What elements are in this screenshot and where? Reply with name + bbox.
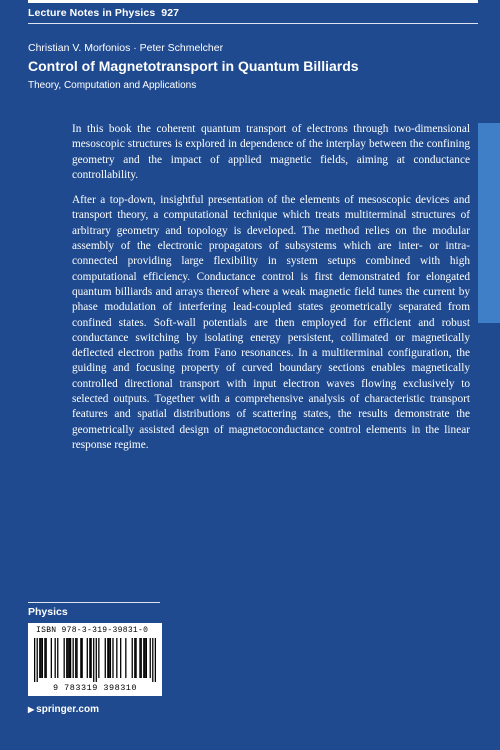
barcode-box — [28, 623, 162, 696]
blurb-paragraph-1: In this book the coherent quantum transport of electrons through two-dimensional mesoscopic structures is explored in dependence of the interplay between the confining geometry and the impact of applied magnetic fields, aiming at conductance controllability. — [72, 123, 470, 181]
barcode-bar — [82, 638, 83, 678]
barcode-bar — [155, 638, 156, 682]
barcode-bar — [44, 638, 45, 678]
barcode-bar — [39, 638, 40, 678]
barcode-bar — [150, 638, 151, 678]
barcode-bar — [132, 638, 133, 678]
barcode-bar — [141, 638, 142, 678]
barcode-bar — [69, 638, 70, 678]
barcode-bar — [105, 638, 106, 678]
series-name: Lecture Notes in Physics — [28, 7, 156, 19]
barcode-bar — [66, 638, 67, 678]
isbn-text: ISBN 978-3-319-39831-0 — [36, 626, 149, 635]
barcode-bar — [98, 638, 99, 678]
barcode-bar — [51, 638, 52, 678]
publisher — [28, 704, 99, 715]
series-number: 927 — [161, 7, 180, 19]
top-rule — [28, 0, 478, 3]
blurb-paragraph-2: After a top-down, insightful presentation of the elements of mesoscopic devices and transport theory, a computational technique which treats multiterminal structures of arbitrary geometry and topology is developed. The method relies on the modular assembly of the electronic propagators of subsystems which are inter- or intra-connected providing large flexibility in system setups combined with high computational efficiency. Conductance control is first demonstrated for elongated quantum billiards and arrays thereof where a weak magnetic field tunes the current by phase modulation of interfering lead-coupled states geometrically separated from confined states. Soft-wall potentials are then employed for efficient and robust conductance switching by isolating energy persistent, collimated or magnetically deflected electron paths from Fano resonances. In a multiterminal configuration, the guiding and focusing property of curved boundary sections enables magnetically controlled directional transport with input electron waves flowing exclusively to selected outputs. Together with a comprehensive analysis of characteristic transport features and spatial distributions of scattering states, the results demonstrate the geometrically assisted design of magnetoconductance control elements in the linear response regime. — [72, 194, 470, 451]
barcode-bar — [110, 638, 111, 678]
barcode-bar — [125, 638, 126, 678]
authors: Christian V. Morfonios · Peter Schmelcher — [28, 42, 224, 54]
barcode-bar — [91, 638, 92, 678]
barcode-bar — [135, 638, 136, 678]
barcode-bar — [67, 638, 68, 678]
barcode-bar — [55, 638, 56, 678]
barcode-bar — [87, 638, 88, 678]
barcode-bar — [144, 638, 145, 678]
barcode-bar — [108, 638, 109, 678]
barcode-bar — [34, 638, 35, 682]
barcode-bars — [34, 638, 156, 682]
barcode-bar — [96, 638, 97, 682]
barcode-bar — [76, 638, 77, 678]
blurb — [72, 122, 470, 463]
barcode-bar — [73, 638, 74, 678]
barcode-bar — [139, 638, 140, 678]
barcode-bar — [57, 638, 58, 678]
barcode-bar — [112, 638, 113, 678]
barcode-bar — [93, 638, 94, 682]
barcode-bar — [37, 638, 38, 682]
publisher-url: springer.com — [36, 704, 99, 715]
barcode-bar — [40, 638, 41, 678]
barcode-bar — [120, 638, 121, 678]
barcode-bar — [107, 638, 108, 678]
barcode-bar — [75, 638, 76, 678]
barcode-digits: 9 783319 398310 — [52, 683, 137, 693]
barcode-bar — [42, 638, 43, 678]
book-title: Control of Magnetotransport in Quantum Billiards — [28, 58, 359, 74]
barcode-bar — [64, 638, 65, 678]
subject-rule — [28, 602, 160, 603]
arrow-right-icon: ▶ — [28, 705, 35, 714]
barcode-bar — [80, 638, 81, 678]
side-color-tab — [478, 123, 500, 323]
barcode-bar — [134, 638, 135, 678]
barcode-bar — [89, 638, 90, 678]
barcode-bar — [146, 638, 147, 678]
title-rule — [28, 23, 478, 24]
barcode-bar — [143, 638, 144, 678]
series-line — [28, 7, 179, 19]
barcode-bar — [152, 638, 153, 682]
subject-label: Physics — [28, 606, 68, 618]
book-subtitle: Theory, Computation and Applications — [28, 80, 197, 91]
barcode-bar — [70, 638, 71, 678]
barcode-bar — [116, 638, 117, 678]
barcode-bar — [46, 638, 47, 678]
